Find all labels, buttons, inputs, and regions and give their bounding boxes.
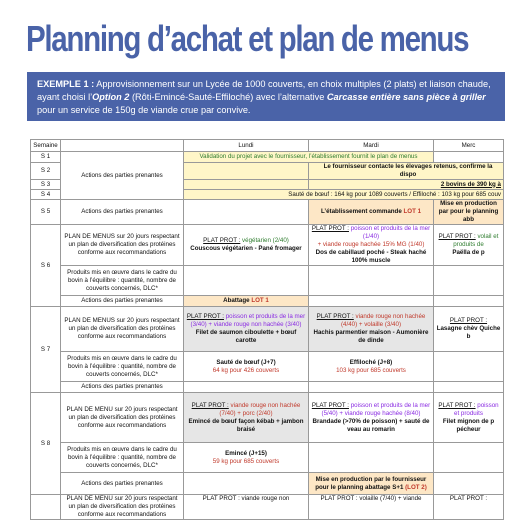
s8-mardi-dish: Brandade (>70% de poisson) + sauté de veau au romarin: [312, 417, 430, 433]
plan-menus-label: PLAN DE MENUS sur 20 jours respectant un plan de diversification des protéines conforme aux recommandations: [61, 225, 184, 266]
plan-menus-label: PLAN DE MENUS sur 20 jours respectant un plan de diversification des protéines conforme aux recommandations: [61, 307, 184, 352]
s7-lundi-prod: [184, 352, 309, 382]
plat-prot-label: PLAT PROT :: [438, 233, 476, 240]
s7-mardi-cat: viande rouge non hachée (4/40) + volaille (3/40): [340, 313, 426, 328]
page-title: Planning d’achat et plan de menus: [26, 18, 469, 59]
plat-prot-label: PLAT PROT :: [186, 313, 224, 320]
s6-mardi-cat2: + viande rouge hachée 15% MG (1/40): [317, 241, 425, 248]
s8-merc-dish: Filet mignon de p pécheur: [442, 417, 495, 433]
last-mardi: PLAT PROT : volaille (7/40) + viande: [309, 495, 434, 520]
s7-mardi-dish: Hachis parmentier maison - Aumonière de dinde: [313, 329, 429, 344]
s5-mardi-text: L’établissement commande: [320, 208, 402, 215]
plat-prot-label: PLAT PROT :: [449, 317, 488, 324]
s7-lundi-prod-name: Sauté de bœuf (J+7): [216, 358, 276, 366]
s7-merc-dish: Lasagne chèv Quiche b: [436, 325, 501, 340]
week-s8: S 8: [31, 393, 61, 495]
intro-text-3: pour un service de 150g de viande crue par convive.: [37, 105, 251, 115]
col-mercredi: Merc: [434, 140, 504, 152]
s6-lundi: [184, 225, 309, 266]
plan-menu-label: PLAN DE MENU sur 20 jours respectant un plan de diversification des protéines conforme aux recommandations: [61, 495, 184, 520]
week-s6: S 6: [31, 225, 61, 307]
s8-mardi-lot: (LOT 2): [405, 483, 427, 491]
s7-merc: [434, 307, 504, 352]
s7-mardi-qty: 103 kg pour 685 couverts: [336, 366, 406, 374]
s6-merc-dish: Paëlla de p: [452, 249, 485, 256]
s6-mardi-cat1: poisson et produits de la mer (1/40): [350, 225, 431, 240]
week-s3: S 3: [31, 180, 61, 190]
intro-text: Approvisionnement sur un Lycée de 1000 couverts, en choix multiples (2 plats) et liaison chaude, ayant choisi l’: [37, 79, 491, 102]
s8-mardi-act-text: Mise en production par le fournisseur pour le planning abattage S+1: [315, 475, 427, 491]
s5-merc: Mise en production par pour le planning abb: [434, 200, 504, 225]
s3-text: 2 bovins de 390 kg à: [309, 180, 504, 190]
header-row: [31, 140, 504, 152]
plat-prot-label: PLAT PROT :: [316, 313, 354, 320]
plat-prot-label: PLAT PROT :: [191, 401, 229, 409]
last-lundi: PLAT PROT : viande rouge non: [184, 495, 309, 520]
col-semaine: Semaine: [31, 140, 61, 152]
week-s5: S 5: [31, 200, 61, 225]
s6-abattage: [184, 296, 309, 307]
s6-merc: [434, 225, 504, 266]
s8-lundi-prod: [184, 443, 309, 473]
col-mardi: Mardi: [309, 140, 434, 152]
intro-box: [27, 72, 505, 121]
s2-text: Le fournisseur contacte les élevages retenus, confirme la dispo: [309, 163, 504, 180]
actions-label: Actions des parties prenantes: [61, 382, 184, 393]
week-s2: S 2: [31, 163, 61, 180]
s8-mardi-cat: poisson et produits de la mer (5/40) + viande rouge hachée (8/40): [321, 401, 431, 417]
actions-label: Actions des parties prenantes: [61, 473, 184, 495]
s7-mardi: [309, 307, 434, 352]
s6-lundi-cat: végétarien (2/40): [242, 237, 289, 244]
produits-label: Produits mis en œuvre dans le cadre du bovin à l’équilibre : quantité, nombre de couverts concernés, DLC*: [61, 266, 184, 296]
week-s4: S 4: [31, 190, 61, 200]
s7-lundi: [184, 307, 309, 352]
last-merc: PLAT PROT :: [434, 495, 504, 520]
abattage-text: Abattage: [223, 297, 250, 304]
plan-menu-label: PLAN DE MENU sur 20 jours respectant un plan de diversification des protéines conforme aux recommandations: [61, 393, 184, 443]
s8-merc-cat: poisson et produits: [454, 401, 499, 417]
actions-label: Actions des parties prenantes: [61, 200, 184, 225]
plat-prot-label: PLAT PROT :: [438, 401, 476, 409]
s7-mardi-prod-name: Effiloché (J+8): [349, 358, 393, 366]
s4-text: Sauté de bœuf : 164 kg pour 1089 couverts / Effiloché : 103 kg pour 685 couv: [184, 190, 504, 200]
s7-mardi-prod: [309, 352, 434, 382]
s6-merc-cat: volail et produits de: [453, 233, 499, 248]
week-s1: S 1: [31, 152, 61, 163]
s7-lundi-cat: poisson et produits de la mer (3/40) + viande rouge non hachée (3/40): [190, 313, 306, 328]
s8-mardi-act: [309, 473, 434, 495]
plat-prot-label: PLAT PROT :: [311, 401, 349, 409]
s8-lundi-qty: 59 kg pour 685 couverts: [212, 457, 280, 465]
intro-option: Option 2: [92, 92, 130, 102]
week-s7: S 7: [31, 307, 61, 393]
plat-prot-label: PLAT PROT :: [311, 225, 349, 232]
planning-table: [30, 139, 504, 520]
produits-label: Produits mis en œuvre dans le cadre du bovin à l’équilibre : quantité, nombre de couverts concernés, DLC*: [61, 352, 184, 382]
s6-lundi-dish: Couscous végétarien - Pané fromager: [190, 245, 302, 252]
actions-label: Actions des parties prenantes: [61, 152, 184, 200]
plat-prot-label: PLAT PROT :: [203, 237, 241, 244]
s8-lundi: [184, 393, 309, 443]
s6-mardi-dish: Dos de cabillaud poché - Steak haché 100% muscle: [315, 249, 427, 264]
s8-lundi-dish: Emincé de bœuf façon kébab + jambon braisé: [188, 417, 304, 433]
s5-lot: LOT 1: [403, 208, 422, 215]
s8-lundi-prod-name: Emincé (J+15): [225, 449, 267, 457]
s6-mardi: [309, 225, 434, 266]
col-actions: [61, 140, 184, 152]
s8-merc: [434, 393, 504, 443]
s8-lundi-cat: viande rouge non hachée (7/40) + porc (2/40): [219, 401, 301, 417]
col-lundi: Lundi: [184, 140, 309, 152]
produits-label: Produits mis en œuvre dans le cadre du bovin à l’équilibre : quantité, nombre de couverts concernés, DLC*: [61, 443, 184, 473]
intro-carcasse: Carcasse entière sans pièce à griller: [326, 92, 486, 102]
intro-label: EXEMPLE 1 :: [37, 79, 95, 89]
actions-label: Actions des parties prenantes: [61, 296, 184, 307]
s1-text: Validation du projet avec le fournisseur, l’établissement fournit le plan de menus: [184, 152, 434, 163]
abattage-lot: LOT 1: [251, 297, 269, 304]
s8-mardi: [309, 393, 434, 443]
s7-lundi-dish: Filet de saumon ciboulette + bœuf carotte: [195, 329, 297, 344]
s7-lundi-qty: 64 kg pour 426 couverts: [212, 366, 280, 374]
s5-mardi: [309, 200, 434, 225]
intro-text-2: (Rôti-Emincé-Sauté-Effiloché) avec l’alternative: [131, 92, 325, 102]
